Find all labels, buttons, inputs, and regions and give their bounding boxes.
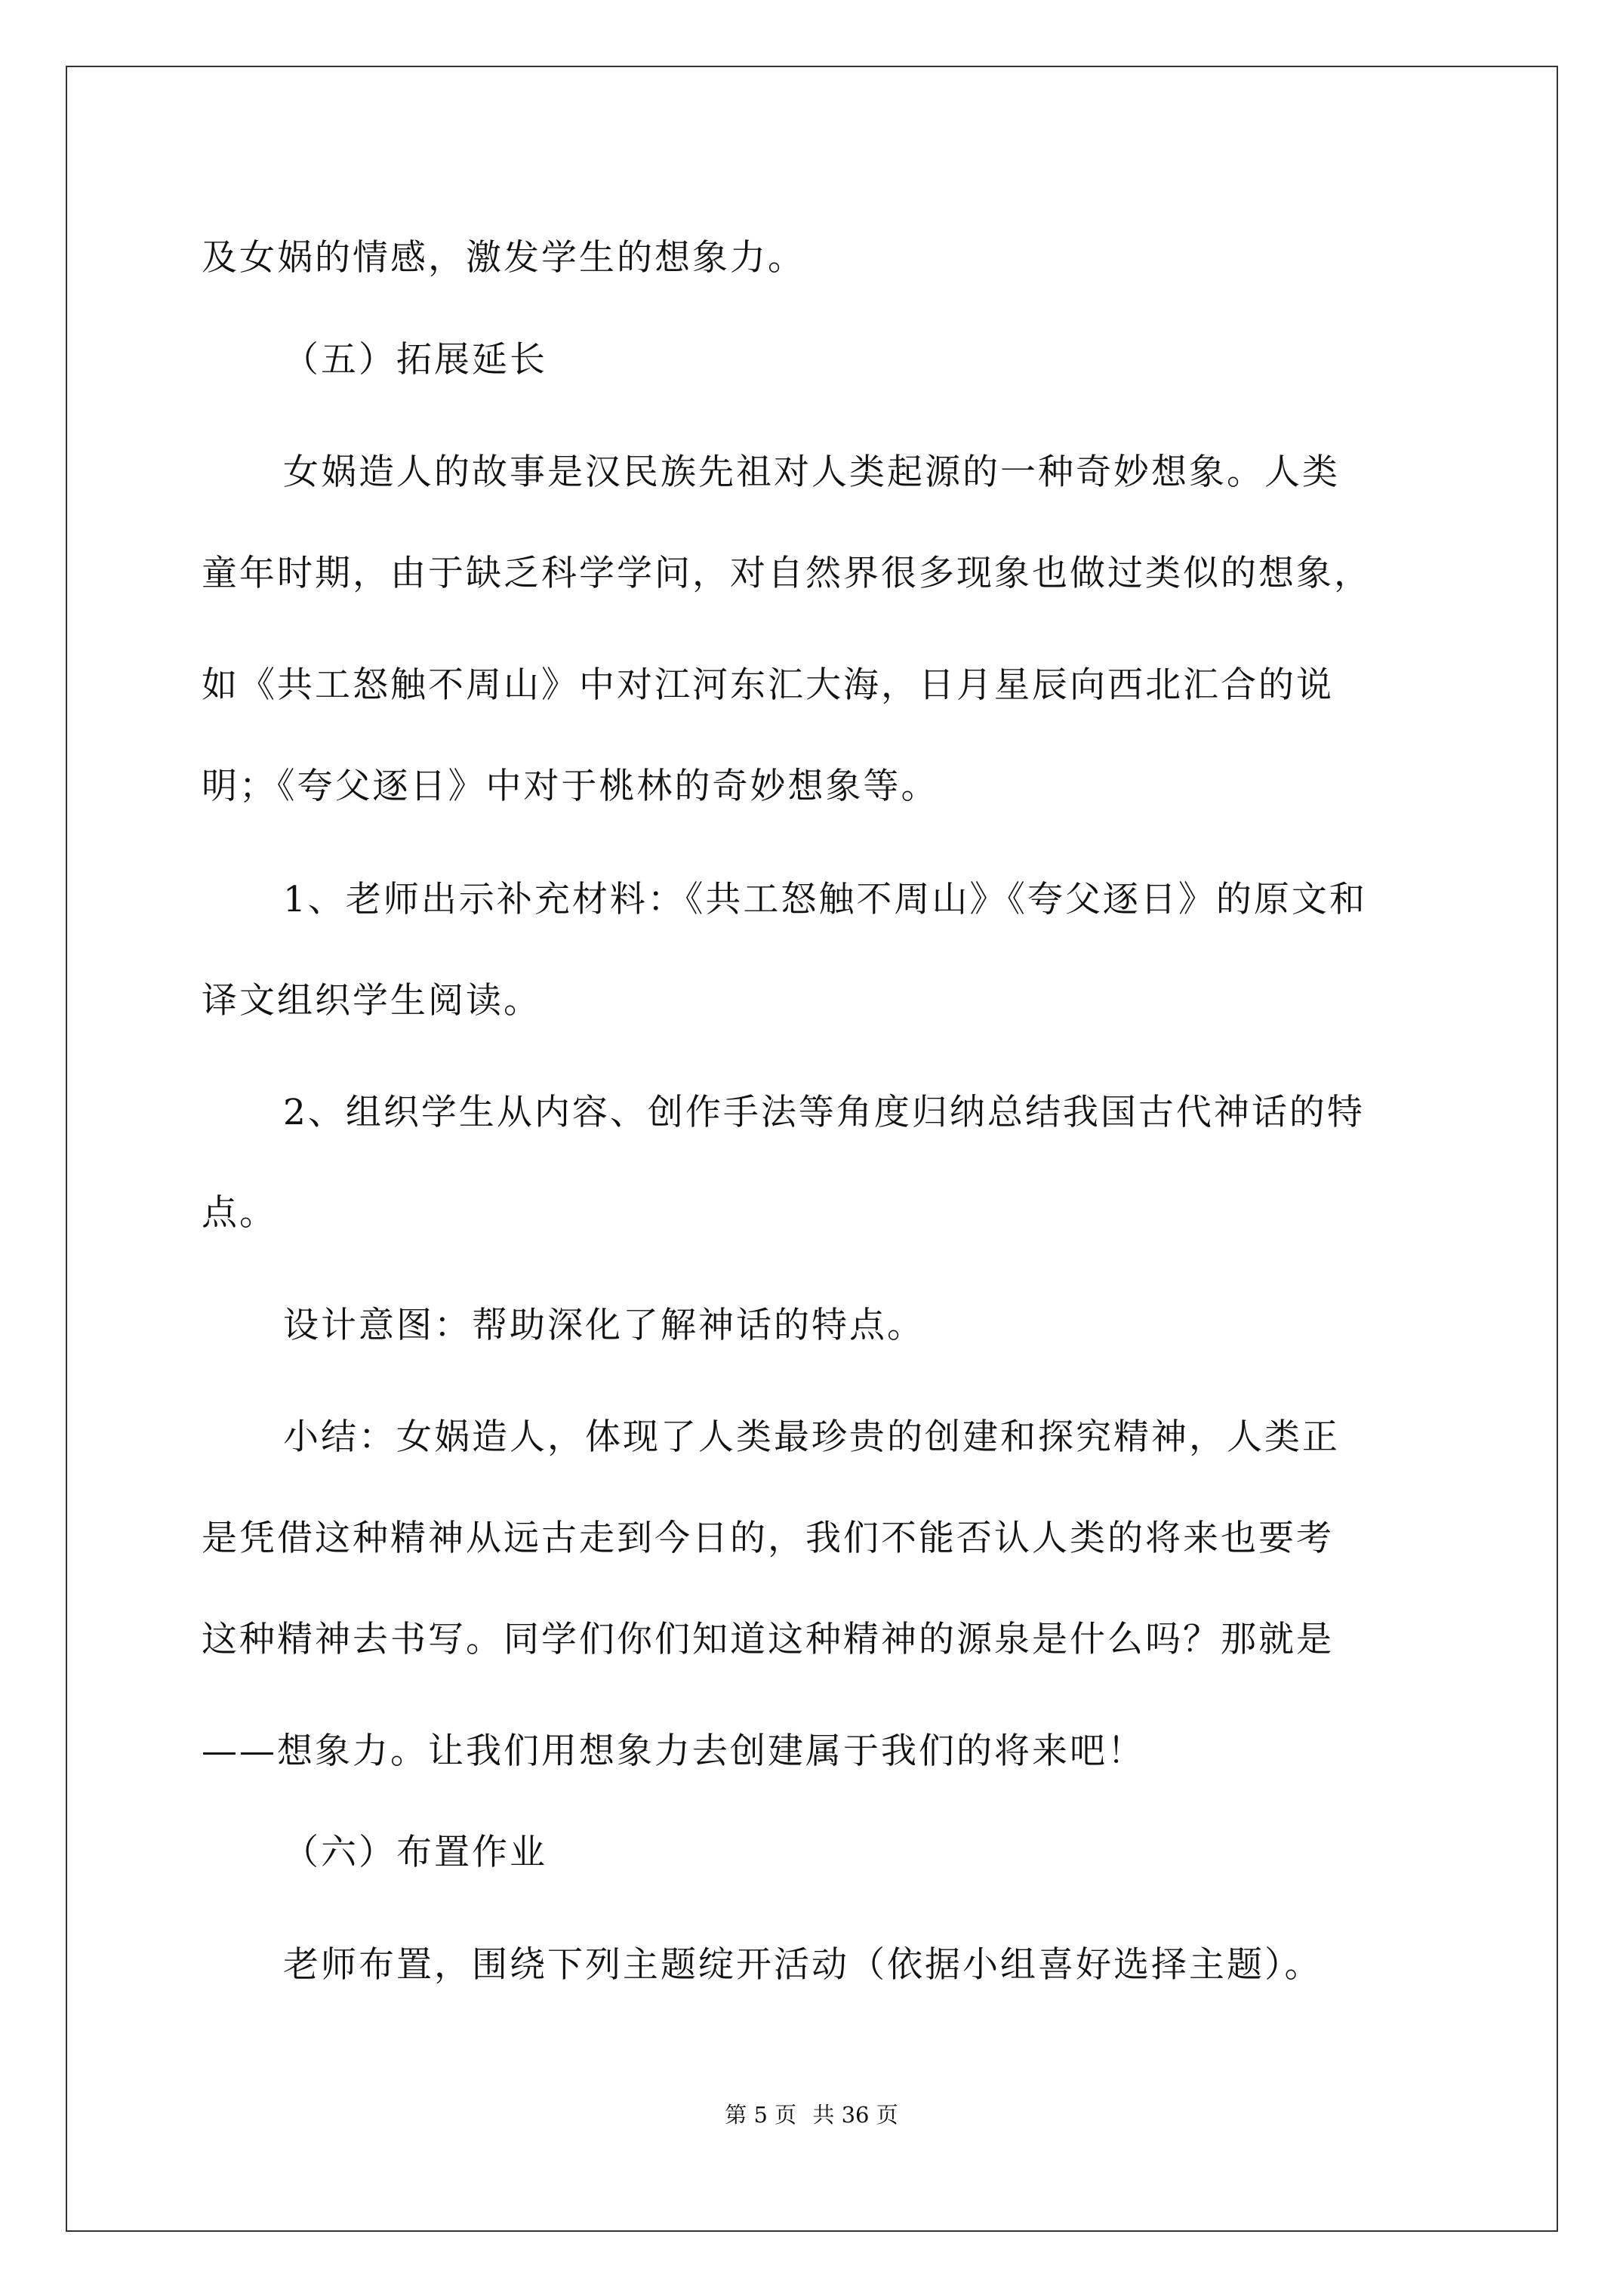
- text-line: ——想象力。让我们用想象力去创建属于我们的将来吧！: [202, 1730, 1145, 1772]
- text-line: 明；《夸父逐日》中对于桃林的奇妙想象等。: [202, 766, 939, 807]
- section-heading: （五）拓展延长: [283, 339, 547, 381]
- text-line: 设计意图：帮助深化了解神话的特点。: [283, 1305, 925, 1346]
- section-heading: （六）布置作业: [283, 1832, 547, 1873]
- text-line: 女娲造人的故事是汉民族先祖对人类起源的一种奇妙想象。人类: [283, 451, 1340, 493]
- text-line: 如《共工怒触不周山》中对江河东汇大海，日月星辰向西北汇合的说: [202, 664, 1334, 706]
- page-total: 共 36 页: [812, 2102, 898, 2128]
- text-line: 是凭借这种精神从远古走到今日的，我们不能否认人类的将来也要考: [202, 1518, 1334, 1559]
- text-line: 译文组织学生阅读。: [202, 980, 541, 1022]
- text-line: 小结：女娲造人，体现了人类最珍贵的创建和探究精神，人类正: [283, 1416, 1340, 1458]
- text-line: 及女娲的情感，激发学生的想象力。: [202, 237, 805, 279]
- page-number: 第 5 页: [725, 2102, 797, 2128]
- text-line: 2、组织学生从内容、创作手法等角度归纳总结我国古代神话的特: [283, 1092, 1365, 1133]
- page-footer: [0, 2098, 1623, 2129]
- text-line: 老师布置，围绕下列主题绽开活动（依据小组喜好选择主题）。: [283, 1944, 1323, 1986]
- text-line: 这种精神去书写。同学们你们知道这种精神的源泉是什么吗？那就是: [202, 1619, 1334, 1660]
- page-border: [66, 66, 1558, 2232]
- text-line: 点。: [202, 1192, 277, 1234]
- text-line: 童年时期，由于缺乏科学学问，对自然界很多现象也做过类似的想象，: [202, 553, 1372, 594]
- text-line: 1、老师出示补充材料：《共工怒触不周山》《夸父逐日》的原文和: [283, 879, 1367, 920]
